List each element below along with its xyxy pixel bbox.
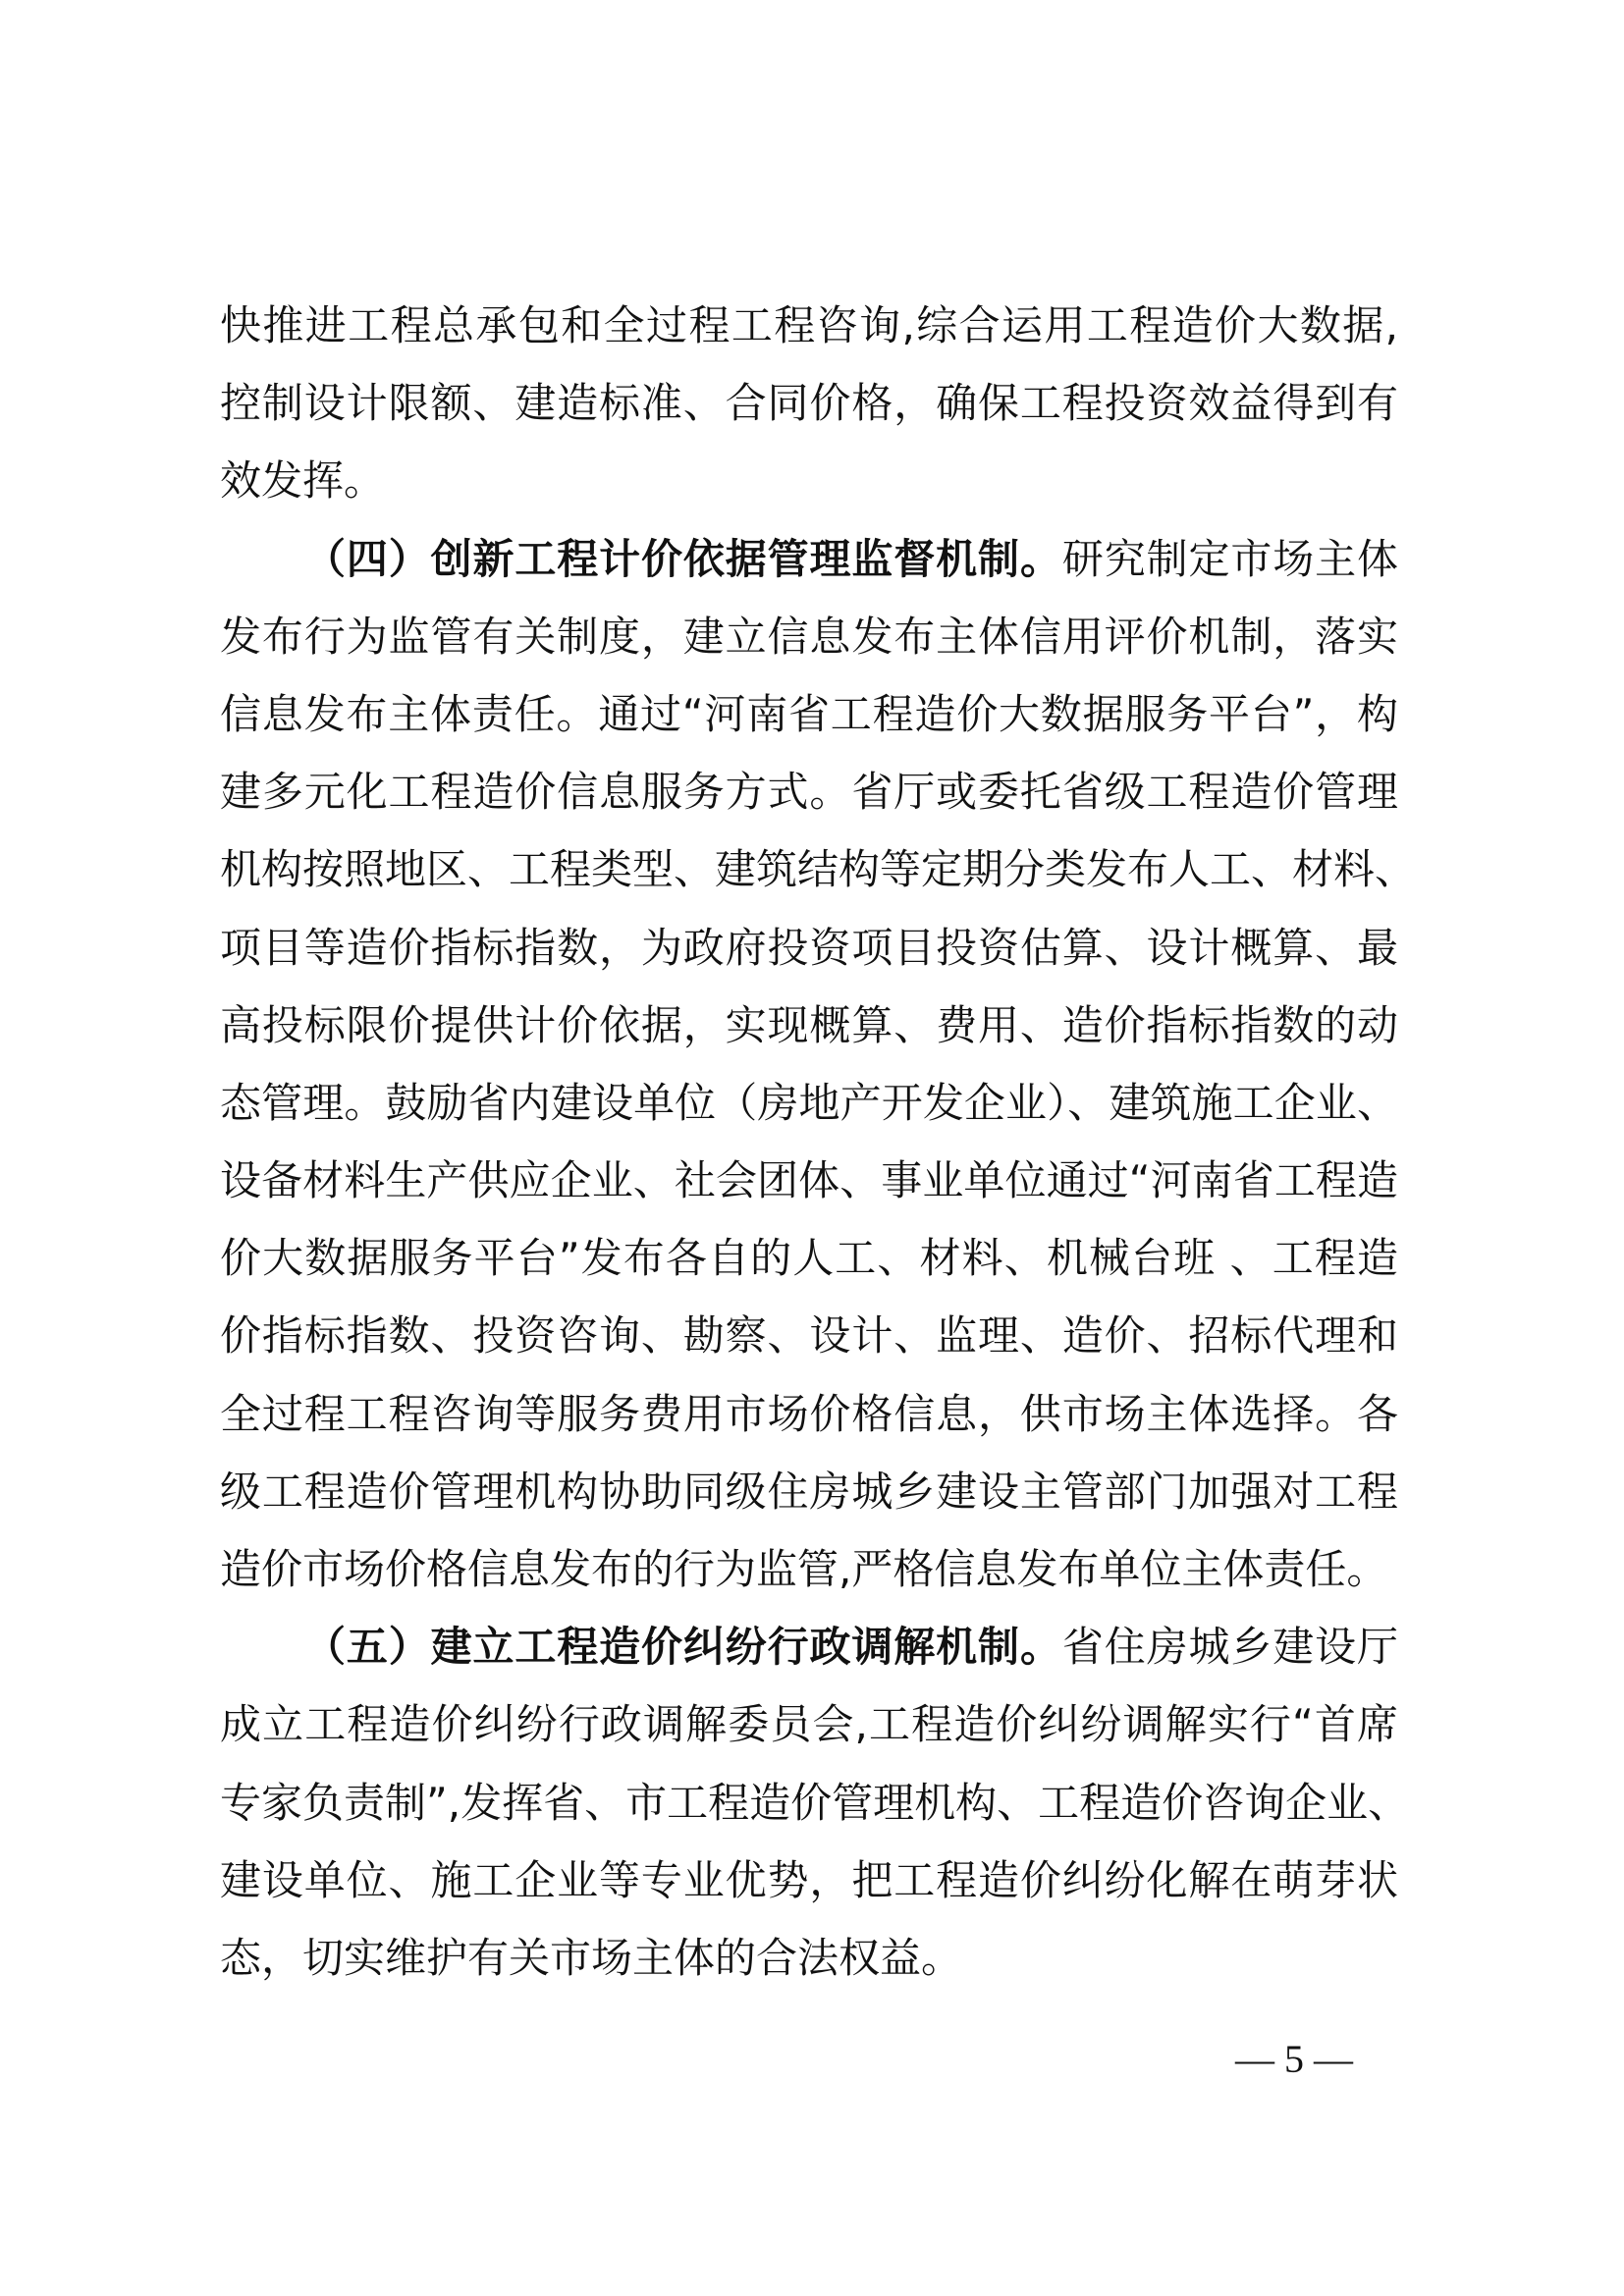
page-number: — 5 — [1235,2037,1353,2081]
text-line: 发布行为监管有关制度，建立信息发布主体信用评价机制，落实 [220,612,1398,661]
text-line: 专家负责制”,发挥省、市工程造价管理机构、工程造价咨询企业、 [220,1778,1410,1827]
text-line: 项目等造价指标指数，为政府投资项目投资估算、设计概算、最 [220,923,1398,972]
text-line: 设备材料生产供应企业、社会团体、事业单位通过“河南省工程造 [220,1156,1398,1205]
text-line: 控制设计限额、建造标准、合同价格，确保工程投资效益得到有 [220,379,1398,428]
text-line: 成立工程造价纠纷行政调解委员会,工程造价纠纷调解实行“首席 [220,1700,1398,1749]
text-line: 快推进工程总承包和全过程工程咨询,综合运用工程造价大数据, [220,301,1398,349]
text-line: 态管理。鼓励省内建设单位（房地产开发企业）、建筑施工企业、 [220,1078,1398,1127]
section-5-heading: （五）建立工程造价纠纷行政调解机制。 [304,1623,1062,1672]
text-line: 信息发布主体责任。通过“河南省工程造价大数据服务平台”，构 [220,689,1398,738]
text-line: 高投标限价提供计价依据，实现概算、费用、造价指标指数的动 [220,1000,1398,1049]
text-line: 态，切实维护有关市场主体的合法权益。 [220,1933,963,1982]
paragraph-section-5 [220,1616,1410,2004]
document-body [220,294,1417,2004]
text-segment: 研究制定市场主体 [1061,534,1398,583]
text-line: 级工程造价管理机构协助同级住房城乡建设主管部门加强对工程 [220,1467,1398,1516]
text-line: 建设单位、施工企业等专业优势，把工程造价纠纷化解在萌芽状 [220,1855,1398,1904]
section-4-first-line [220,528,1398,606]
text-line: 价大数据服务平台”发布各自的人工、材料、机械台班 、工程造 [220,1234,1398,1283]
text-line: 价指标指数、投资咨询、勘察、设计、监理、造价、招标代理和 [220,1311,1398,1361]
text-line: 机构按照地区、工程类型、建筑结构等定期分类发布人工、材料、 [220,845,1417,894]
section-5-first-line [220,1616,1398,1693]
text-line: 效发挥。 [220,456,386,506]
text-line: 全过程工程咨询等服务费用市场价格信息，供市场主体选择。各 [220,1389,1398,1438]
text-line: 建多元化工程造价信息服务方式。省厅或委托省级工程造价管理 [220,768,1398,817]
text-line: 造价市场价格信息发布的行为监管,严格信息发布单位主体责任。 [220,1545,1388,1593]
text-segment: 省住房城乡建设厅 [1061,1623,1398,1672]
paragraph-continuation [220,294,1398,528]
paragraph-section-4 [220,528,1417,1617]
section-4-heading: （四）创新工程计价依据管理监督机制。 [304,534,1062,583]
